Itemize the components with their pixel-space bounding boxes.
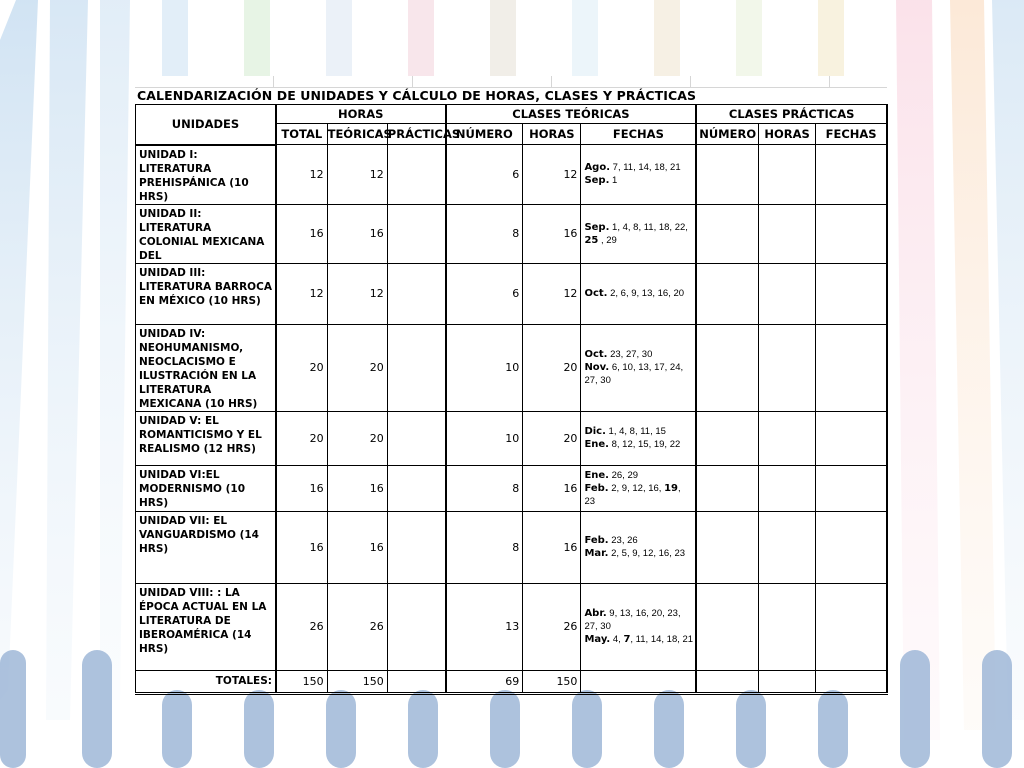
highlighted-day: 19 (664, 482, 678, 494)
table-row (136, 263, 888, 324)
hours-total: 16 (276, 204, 327, 263)
date-line (584, 495, 695, 508)
date-line (584, 361, 695, 374)
theory-class-count: 6 (446, 263, 523, 324)
practice-class-hours (759, 511, 816, 583)
header-clases-teoricas: CLASES TEÓRICAS (446, 105, 697, 124)
theory-class-count: 13 (446, 583, 523, 670)
header-fechas-practicas: FECHAS (816, 124, 887, 145)
practice-class-count (696, 263, 758, 324)
table-title: CALENDARIZACIÓN DE UNIDADES Y CÁLCULO DE HORAS, CLASES Y PRÁCTICAS (137, 88, 697, 103)
month-label: Ene. (584, 439, 609, 450)
day-list: 9, 13, 16, 20, 23, (609, 608, 681, 619)
unit-name: UNIDAD V: EL ROMANTICISMO Y EL REALISMO (12 HRS) (136, 411, 276, 465)
practice-class-count (696, 465, 758, 511)
hours-theory: 16 (327, 204, 387, 263)
hours-theory: 16 (327, 465, 387, 511)
header-total: TOTAL (276, 124, 327, 145)
day-list: 26, 29 (611, 469, 639, 481)
date-line (584, 534, 695, 547)
day-list: 27, 30 (584, 621, 611, 632)
header-clases-practicas: CLASES PRÁCTICAS (696, 105, 887, 124)
theory-class-dates (581, 204, 696, 263)
theory-class-hours: 16 (523, 204, 581, 263)
theory-class-dates (581, 465, 696, 511)
table-body (136, 145, 888, 671)
month-label: Abr. (584, 608, 607, 619)
date-line (584, 482, 695, 495)
theory-class-count: 8 (446, 204, 523, 263)
header-horas-practicas: HORAS (759, 124, 816, 145)
day-list: 23 (584, 495, 596, 507)
practice-class-dates (816, 204, 887, 263)
hours-total: 20 (276, 411, 327, 465)
hours-theory: 20 (327, 324, 387, 411)
totals-fechas-practicas (816, 670, 887, 693)
date-line (584, 633, 695, 646)
practice-class-hours (759, 324, 816, 411)
hours-total: 26 (276, 583, 327, 670)
practice-class-count (696, 511, 758, 583)
table-row (136, 324, 888, 411)
month-label: Ago. (584, 162, 611, 174)
theory-class-dates (581, 145, 696, 205)
hours-practice (387, 204, 445, 263)
hours-theory: 26 (327, 583, 387, 670)
header-teoricas: TEÓRICAS (327, 124, 387, 145)
unit-name: UNIDAD II: LITERATURA COLONIAL MEXICANA DEL (136, 204, 276, 263)
day-list: 2, 5, 9, 12, 16, 23 (611, 548, 686, 559)
theory-class-dates (581, 511, 696, 583)
hours-theory: 12 (327, 145, 387, 205)
hours-total: 16 (276, 465, 327, 511)
totals-numero: 69 (446, 670, 523, 693)
table-row (136, 511, 888, 583)
hours-theory: 16 (327, 511, 387, 583)
date-line (584, 161, 695, 174)
theory-class-hours: 12 (523, 145, 581, 205)
unit-name: UNIDAD IV: NEOHUMANISMO, NEOCLACISMO E ILUSTRACIÓN EN LA LITERATURA MEXICANA (10 HRS) (136, 324, 276, 411)
practice-class-hours (759, 145, 816, 205)
totals-horas: 150 (523, 670, 581, 693)
date-line (584, 174, 695, 187)
practice-class-dates (816, 324, 887, 411)
header-unidades: UNIDADES (136, 105, 276, 145)
totals-practicas (387, 670, 445, 693)
practice-class-dates (816, 583, 887, 670)
day-list: , 29 (601, 234, 617, 246)
month-label: Nov. (584, 362, 610, 373)
date-line (584, 438, 695, 451)
practice-class-dates (816, 145, 887, 205)
day-list: 7, 11, 14, 18, 21 (612, 162, 681, 174)
month-label: Sep. (584, 175, 610, 187)
practice-class-count (696, 411, 758, 465)
month-label: May. (584, 634, 611, 645)
header-numero: NÚMERO (446, 124, 523, 145)
day-list: 23, 26 (611, 535, 638, 546)
practice-class-hours (759, 411, 816, 465)
header-horas: HORAS (276, 105, 446, 124)
practice-class-dates (816, 263, 887, 324)
hours-total: 12 (276, 263, 327, 324)
totals-label: TOTALES: (136, 670, 276, 693)
hours-practice (387, 411, 445, 465)
practice-class-hours (759, 263, 816, 324)
hours-practice (387, 511, 445, 583)
date-line (584, 348, 695, 361)
header-numero-practicas: NÚMERO (696, 124, 758, 145)
theory-class-count: 8 (446, 511, 523, 583)
month-label: Dic. (584, 426, 606, 437)
table-row (136, 204, 888, 263)
month-label: 25 (584, 234, 599, 246)
date-line (584, 374, 695, 387)
hours-practice (387, 324, 445, 411)
schedule-table (135, 104, 888, 695)
day-list: 1, 4, 8, 11, 15 (608, 426, 666, 437)
unit-name: UNIDAD VI:EL MODERNISMO (10 HRS) (136, 465, 276, 511)
totals-numero-practicas (696, 670, 758, 693)
month-label: Feb. (584, 482, 609, 494)
day-list-tail: , (678, 482, 681, 494)
theory-class-hours: 12 (523, 263, 581, 324)
day-list: 6, 10, 13, 17, 24, (611, 362, 684, 373)
date-line (584, 425, 695, 438)
practice-class-dates (816, 411, 887, 465)
header-practicas: PRÁCTICAS (387, 124, 445, 145)
theory-class-hours: 16 (523, 511, 581, 583)
unit-name: UNIDAD III: LITERATURA BARROCA EN MÉXICO (10 HRS) (136, 263, 276, 324)
day-list: 1, 4, 8, 11, 18, 22, (612, 221, 688, 233)
table-row (136, 583, 888, 670)
practice-class-count (696, 145, 758, 205)
unit-name: UNIDAD VII: EL VANGUARDISMO (14 HRS) (136, 511, 276, 583)
theory-class-count: 8 (446, 465, 523, 511)
theory-class-dates (581, 263, 696, 324)
day-list: 1 (612, 175, 618, 187)
theory-class-hours: 20 (523, 324, 581, 411)
totals-horas-practicas (759, 670, 816, 693)
theory-class-count: 10 (446, 324, 523, 411)
theory-class-dates (581, 583, 696, 670)
theory-class-count: 10 (446, 411, 523, 465)
theory-class-hours: 26 (523, 583, 581, 670)
month-label: Oct. (584, 288, 608, 299)
practice-class-hours (759, 204, 816, 263)
highlighted-day: 7 (623, 634, 631, 645)
practice-class-count (696, 583, 758, 670)
date-line (584, 287, 695, 300)
hours-total: 16 (276, 511, 327, 583)
unit-name: UNIDAD I: LITERATURA PREHISPÁNICA (10 HRS) (136, 145, 276, 205)
day-list: 2, 9, 12, 16, (611, 482, 665, 494)
practice-class-count (696, 324, 758, 411)
date-line (584, 607, 695, 620)
month-label: Ene. (584, 469, 609, 481)
hours-total: 20 (276, 324, 327, 411)
totals-total: 150 (276, 670, 327, 693)
day-list: 2, 6, 9, 13, 16, 20 (610, 288, 685, 299)
hours-practice (387, 583, 445, 670)
month-label: Oct. (584, 349, 608, 360)
totals-row (136, 670, 888, 693)
table-row (136, 465, 888, 511)
day-list: 23, 27, 30 (610, 349, 653, 360)
hours-practice (387, 145, 445, 205)
day-list: 4, (612, 634, 624, 645)
theory-class-dates (581, 324, 696, 411)
month-label: Mar. (584, 548, 609, 559)
day-list: 27, 30 (584, 375, 611, 386)
date-line (584, 547, 695, 560)
header-fechas: FECHAS (581, 124, 696, 145)
date-line (584, 469, 695, 482)
totals-fechas (581, 670, 696, 693)
practice-class-hours (759, 465, 816, 511)
practice-class-count (696, 204, 758, 263)
practice-class-dates (816, 511, 887, 583)
theory-class-hours: 20 (523, 411, 581, 465)
date-line (584, 620, 695, 633)
theory-class-dates (581, 411, 696, 465)
day-list: 8, 12, 15, 19, 22 (611, 439, 681, 450)
month-label: Sep. (584, 221, 610, 233)
theory-class-hours: 16 (523, 465, 581, 511)
day-list-tail: , 11, 14, 18, 21 (630, 634, 694, 645)
hours-theory: 20 (327, 411, 387, 465)
hours-total: 12 (276, 145, 327, 205)
date-line (584, 234, 695, 247)
date-line (584, 221, 695, 234)
practice-class-hours (759, 583, 816, 670)
hours-theory: 12 (327, 263, 387, 324)
month-label: Feb. (584, 535, 609, 546)
practice-class-dates (816, 465, 887, 511)
theory-class-count: 6 (446, 145, 523, 205)
table-row (136, 145, 888, 205)
table-row (136, 411, 888, 465)
unit-name: UNIDAD VIII: : LA ÉPOCA ACTUAL EN LA LITERATURA DE IBEROAMÉRICA (14 HRS) (136, 583, 276, 670)
hours-practice (387, 465, 445, 511)
totals-teoricas: 150 (327, 670, 387, 693)
hours-practice (387, 263, 445, 324)
header-horas-teoricas: HORAS (523, 124, 581, 145)
